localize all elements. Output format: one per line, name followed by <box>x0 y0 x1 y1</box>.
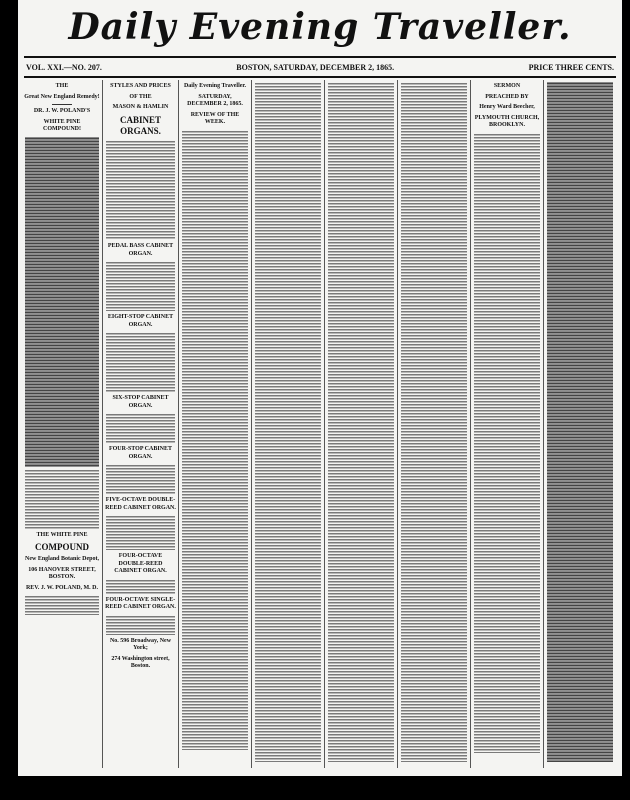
ad-body <box>25 137 99 467</box>
ad-address: 274 Washington street, Boston. <box>111 655 170 669</box>
divider <box>24 76 616 78</box>
ad-title: COMPOUND <box>35 542 89 552</box>
ad-body <box>106 515 175 550</box>
sermon-body <box>474 133 540 753</box>
ad-body <box>106 615 175 635</box>
section-heading: PEDAL BASS CABINET ORGAN. <box>107 243 174 257</box>
ad-line: New England Botanic Depot, <box>24 556 99 563</box>
ad-heading: MASON & HAMLIN <box>112 104 169 110</box>
column-3 <box>179 80 252 768</box>
section-heading: EIGHT-STOP CABINET ORGAN. <box>107 314 174 328</box>
paper-name: Daily Evening Traveller. <box>183 83 247 89</box>
newspaper-page <box>18 0 622 776</box>
dateline: BOSTON, SATURDAY, DECEMBER 2, 1865. <box>236 63 395 72</box>
ad-body <box>25 595 99 615</box>
section-heading: SIX-STOP CABINET ORGAN. <box>112 395 169 409</box>
column-1 <box>22 80 103 768</box>
article-body <box>401 82 467 762</box>
ad-name: REV. J. W. POLAND, M. D. <box>25 584 99 591</box>
sermon-sub: PREACHED BY <box>485 93 529 100</box>
section-heading: FIVE-OCTAVE DOUBLE-REED CABINET ORGAN. <box>105 497 176 511</box>
church-name: PLYMOUTH CHURCH, BROOKLYN. <box>474 114 540 128</box>
ad-title: THE WHITE PINE <box>36 531 88 538</box>
ad-body <box>106 579 175 594</box>
ad-body <box>106 140 175 240</box>
ad-address: No. 596 Broadway, New York; <box>109 637 172 651</box>
preacher-name: Henry Ward Beecher, <box>479 104 535 110</box>
ad-body <box>106 413 175 443</box>
section-heading: FOUR-OCTAVE DOUBLE-REED CABINET ORGAN. <box>114 553 167 574</box>
divider <box>52 104 72 105</box>
divider <box>24 56 616 58</box>
ad-address: 106 HANOVER STREET, BOSTON. <box>28 566 96 581</box>
article-headline: REVIEW OF THE WEEK. <box>190 111 240 125</box>
column-2 <box>103 80 179 768</box>
article-body <box>255 82 321 762</box>
column-6 <box>398 80 471 768</box>
ad-heading: CABINET ORGANS. <box>119 114 161 136</box>
ad-author: DR. J. W. POLAND'S <box>33 108 91 114</box>
price: PRICE THREE CENTS. <box>528 63 614 72</box>
masthead: Daily Evening Traveller. <box>68 6 572 48</box>
ad-body <box>25 469 99 529</box>
issue-date: SATURDAY, DECEMBER 2, 1865. <box>187 93 243 107</box>
column-8 <box>544 80 616 768</box>
volume-number: VOL. XXI.—NO. 207. <box>26 63 102 72</box>
ad-product: WHITE PINE COMPOUND! <box>43 118 81 132</box>
article-body <box>182 130 248 750</box>
section-heading: FOUR-OCTAVE SINGLE-REED CABINET ORGAN. <box>105 596 176 610</box>
ad-headline: Great New England Remedy! <box>24 93 100 100</box>
ad-body <box>106 332 175 392</box>
article-body <box>547 82 613 762</box>
column-5 <box>325 80 398 768</box>
sermon-heading: SERMON <box>493 83 521 89</box>
ad-kicker: THE <box>55 83 69 89</box>
ad-body <box>106 261 175 311</box>
ad-heading: OF THE <box>129 93 152 100</box>
section-heading: FOUR-STOP CABINET ORGAN. <box>108 446 173 460</box>
ad-heading: STYLES AND PRICES <box>110 83 171 89</box>
dateline-bar <box>26 63 614 75</box>
column-4 <box>252 80 325 768</box>
column-7 <box>471 80 544 768</box>
ad-body <box>106 464 175 494</box>
article-body <box>328 82 394 762</box>
